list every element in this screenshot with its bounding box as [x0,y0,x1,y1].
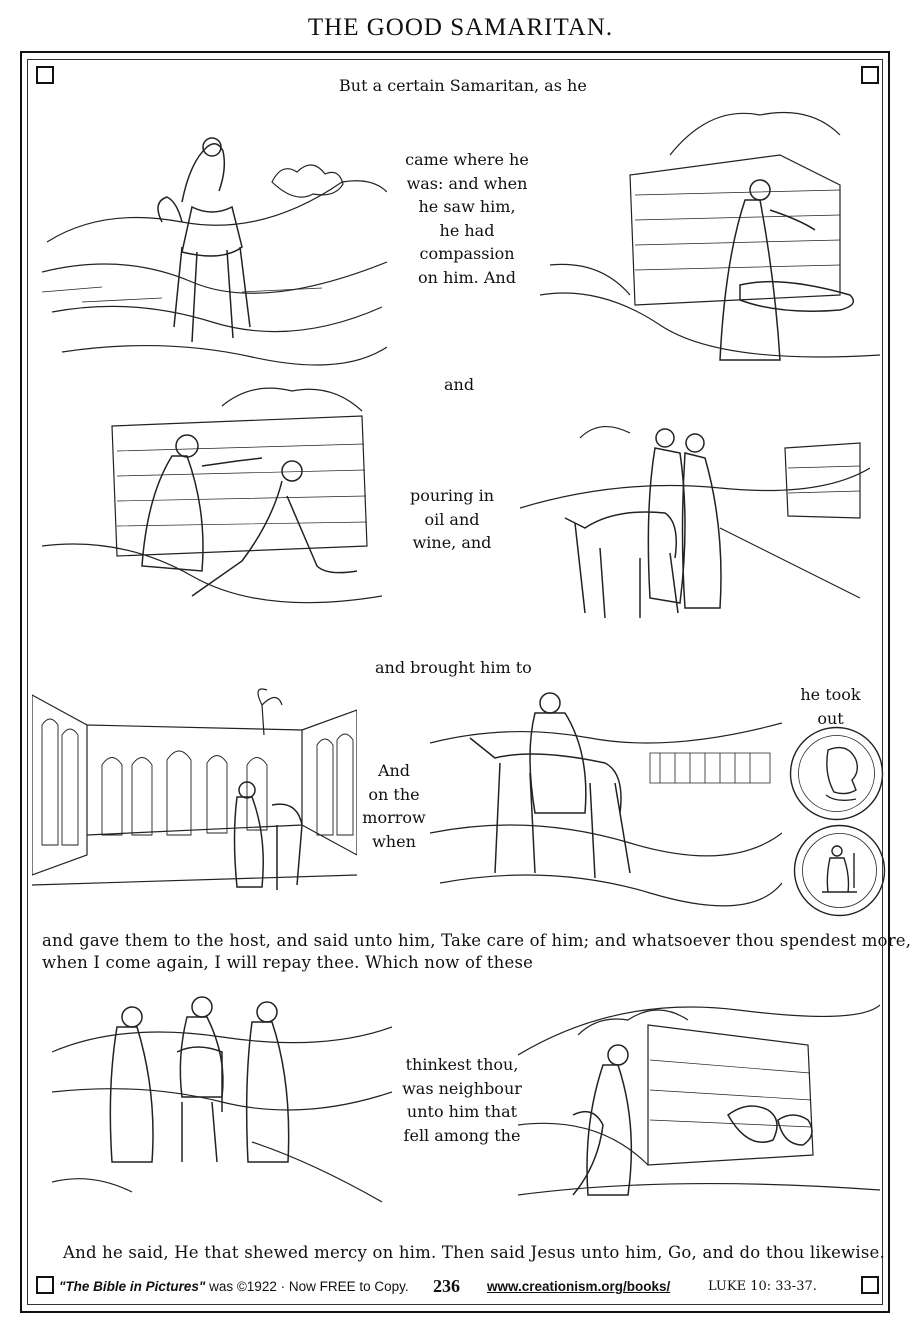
verse-line: unto him that [406,1102,518,1121]
corner-ornament [36,66,54,84]
samaritan-tending-illustration [42,386,382,618]
coin-back-illustration [792,823,887,918]
verse-line: came where he [405,150,529,169]
verse-text-10: And he said, He that shewed mercy on him. Then said Jesus unto him, Go, and do thou likewise. [63,1243,885,1262]
verse-line: out [817,708,844,728]
verse-line: was neighbour [402,1078,522,1098]
coin-front-illustration [788,725,885,822]
website-link[interactable]: www.creationism.org/books/ [487,1279,671,1294]
book-title: "The Bible in Pictures" [59,1279,206,1294]
verse-text-7 [362,759,426,853]
verse-text-8b: when I come again, I will repay thee. Which now of these [42,953,534,972]
riding-to-inn-illustration [430,683,782,908]
lifting-onto-donkey-illustration [520,398,870,638]
verse-line: he took [800,685,861,704]
verse-text-4 [392,484,512,555]
corner-ornament [36,1276,54,1294]
verse-line: when [372,831,416,851]
credit-text: was ©1922 · Now FREE to Copy. [205,1279,409,1294]
verse-text-1: But a certain Samaritan, as he [339,76,587,95]
verse-text-3: and [444,375,475,394]
corner-ornament [861,66,879,84]
verse-line: thinkest thou, [405,1055,519,1074]
verse-text-6 [793,683,868,730]
verse-line: fell among the [403,1125,521,1145]
verse-line: was: and when [406,173,528,193]
verse-line: wine, and [412,533,492,552]
scripture-reference: LUKE 10: 33-37. [708,1279,817,1294]
three-travellers-illustration [52,982,392,1208]
wounded-by-wall-illustration [518,975,880,1215]
corner-ornament [861,1276,879,1294]
page-title: THE GOOD SAMARITAN. [307,14,614,41]
verse-line: on him. And [418,267,516,287]
verse-line: oil and [424,509,480,529]
verse-line: compassion [419,244,515,263]
verse-line: And [377,761,411,780]
page-number: 236 [433,1276,460,1296]
verse-text-8a: and gave them to the host, and said unto him, Take care of him; and whatsoever thou spendest more, [42,931,912,950]
verse-line: he saw him, [418,197,516,216]
verse-text-9 [395,1053,529,1147]
verse-text-2 [392,148,542,289]
verse-line: morrow [362,808,426,827]
priest-passing-wounded-illustration [540,95,880,373]
verse-line: he had [439,220,495,240]
verse-line: on the [368,784,420,804]
rider-on-donkey-illustration [42,112,387,370]
inn-courtyard-illustration [32,685,357,915]
verse-text-5: and brought him to [375,658,532,677]
verse-line: pouring in [410,486,494,505]
copyright-credit [59,1279,409,1294]
